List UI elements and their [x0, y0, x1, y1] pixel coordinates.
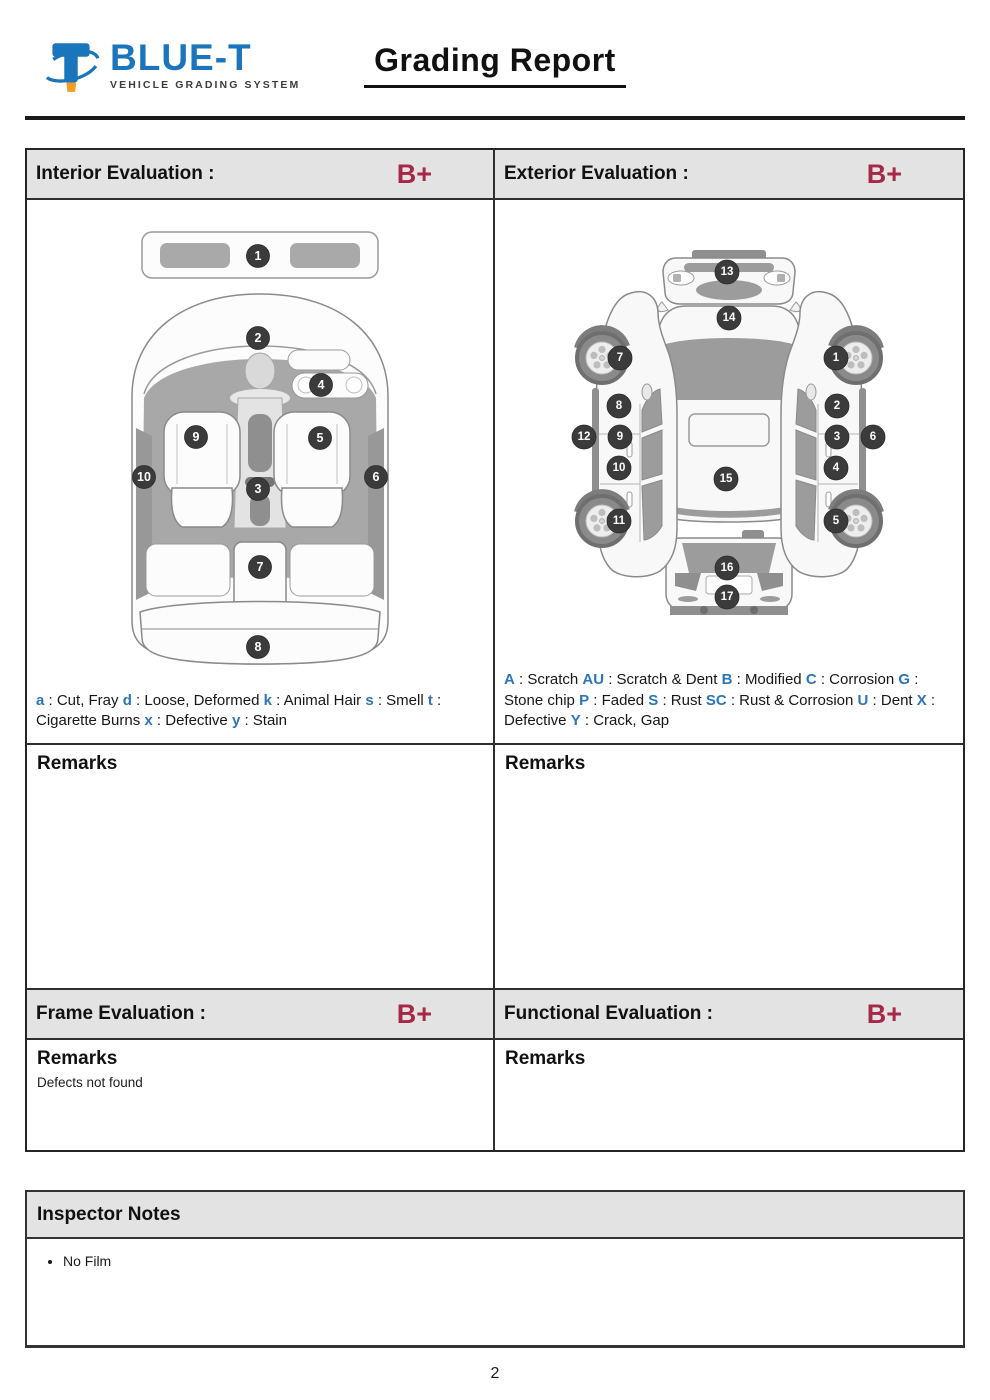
exterior-remarks-cell — [495, 745, 963, 990]
svg-text:5: 5 — [832, 515, 840, 527]
legend-code: B — [721, 670, 733, 688]
interior-diagram — [120, 226, 400, 671]
svg-text:8: 8 — [615, 400, 623, 412]
legend-code: Y — [570, 712, 581, 730]
svg-text:4: 4 — [317, 378, 325, 392]
legend-code: C — [805, 670, 817, 688]
inspector-notes-list — [63, 1253, 963, 1269]
legend-code: SC — [705, 691, 727, 709]
exterior-grade-value: B+ — [866, 158, 902, 189]
legend-code: d — [122, 691, 132, 709]
frame-evaluation-title: Frame Evaluation : — [36, 1003, 206, 1024]
legend-code: x — [144, 712, 153, 730]
document-header — [0, 0, 990, 116]
svg-text:3: 3 — [254, 482, 262, 496]
legend-code: s — [365, 691, 374, 709]
svg-text:1: 1 — [832, 352, 840, 364]
legend-code: y — [231, 712, 241, 730]
svg-text:14: 14 — [722, 312, 736, 324]
svg-text:11: 11 — [612, 515, 626, 527]
legend-code: k — [263, 691, 272, 709]
svg-text:7: 7 — [616, 352, 624, 364]
functional-evaluation-header — [495, 990, 963, 1040]
inspector-notes-box — [25, 1190, 965, 1348]
svg-text:3: 3 — [833, 431, 841, 443]
inspector-notes-body — [27, 1239, 963, 1345]
functional-remarks-cell — [495, 1040, 963, 1150]
legend-code: U — [857, 691, 869, 709]
svg-text:17: 17 — [720, 591, 734, 603]
svg-text:15: 15 — [719, 473, 733, 485]
svg-text:16: 16 — [720, 562, 734, 574]
frame-remarks-text: Defects not found — [37, 1075, 143, 1090]
brand-tagline: VEHICLE GRADING SYSTEM — [110, 79, 301, 91]
svg-text:4: 4 — [832, 462, 840, 474]
frame-grade-value: B+ — [396, 998, 432, 1029]
interior-legend: a : Cut, Fray d : Loose, Deformed k : Animal Hair s : Smell t : Cigarette Burns x : Defective y : Stain — [36, 691, 442, 730]
exterior-diagram — [554, 242, 904, 620]
exterior-evaluation-title: Exterior Evaluation : — [504, 163, 689, 184]
functional-grade-value: B+ — [866, 998, 902, 1029]
evaluation-table — [25, 148, 965, 1152]
exterior-legend: A : Scratch AU : Scratch & Dent B : Modified C : Corrosion G : Stone chip P : Faded S : Rust SC : Rust & Corrosion U : Dent X : Defective Y : Crack, Gap — [504, 670, 936, 730]
interior-diagram-cell — [27, 200, 495, 745]
legend-code: a — [36, 691, 45, 709]
exterior-remarks-label: Remarks — [505, 753, 586, 774]
svg-text:5: 5 — [316, 431, 324, 445]
note-item: • No Film — [63, 1253, 963, 1269]
interior-grade-value: B+ — [396, 158, 432, 189]
frame-remarks-cell — [27, 1040, 495, 1150]
inspector-notes-title: Inspector Notes — [27, 1192, 963, 1239]
svg-text:10: 10 — [137, 470, 151, 484]
legend-code: X — [916, 691, 927, 709]
svg-text:1: 1 — [254, 249, 262, 263]
legend-code: P — [579, 691, 590, 709]
svg-text:10: 10 — [612, 462, 626, 474]
svg-text:6: 6 — [869, 431, 877, 443]
svg-text:13: 13 — [720, 266, 734, 278]
functional-remarks-label: Remarks — [505, 1048, 586, 1069]
legend-code: G — [898, 670, 911, 688]
svg-text:2: 2 — [833, 400, 841, 412]
svg-text:9: 9 — [192, 430, 200, 444]
legend-code: S — [648, 691, 659, 709]
legend-code: AU — [582, 670, 605, 688]
interior-remarks-cell — [27, 745, 495, 990]
page-number: 2 — [490, 1365, 500, 1382]
frame-evaluation-header — [27, 990, 495, 1040]
exterior-diagram-cell — [495, 200, 963, 745]
svg-text:9: 9 — [616, 431, 624, 443]
interior-evaluation-header — [27, 150, 495, 200]
svg-text:2: 2 — [254, 331, 262, 345]
header-divider — [25, 116, 965, 120]
svg-text:6: 6 — [372, 470, 380, 484]
svg-text:8: 8 — [254, 640, 262, 654]
functional-evaluation-title: Functional Evaluation : — [504, 1003, 714, 1024]
exterior-evaluation-header — [495, 150, 963, 200]
frame-remarks-label: Remarks — [37, 1048, 118, 1069]
svg-text:7: 7 — [256, 560, 264, 574]
interior-evaluation-title: Interior Evaluation : — [36, 163, 215, 184]
svg-text:12: 12 — [577, 431, 591, 443]
legend-code: A — [504, 670, 515, 688]
brand-name: BLUE-T — [110, 37, 252, 78]
page-title: Grading Report — [364, 42, 626, 88]
interior-remarks-label: Remarks — [37, 753, 118, 774]
legend-code: t — [427, 691, 433, 709]
